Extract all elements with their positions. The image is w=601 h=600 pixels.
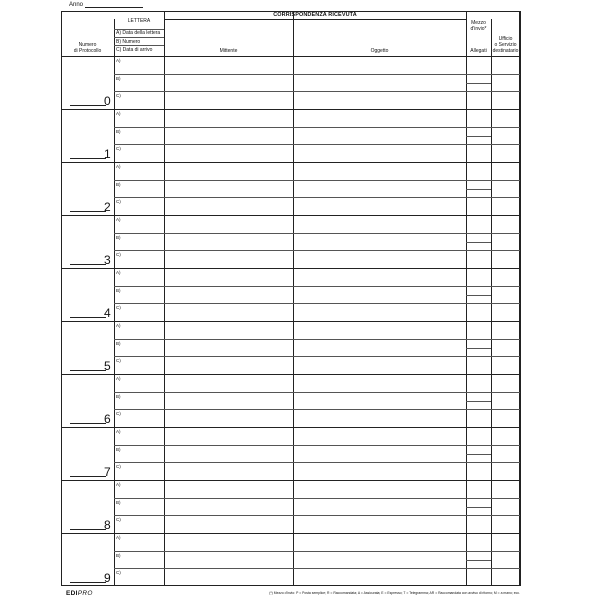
entry-sub-divider (114, 551, 520, 552)
right-edge-line (520, 11, 521, 586)
entry-sub-label: A) (116, 482, 121, 487)
entry-sub-divider (114, 409, 520, 410)
logo-main: EDI (66, 590, 78, 597)
entry-sub-label: A) (116, 376, 121, 381)
entry-sub-divider (114, 197, 520, 198)
protocol-number: 2 (104, 200, 111, 214)
footnote-legend: (*) Mezzo d'invio: P = Posta semplice; R = Raccomandata; A = Assicurata; E = Espresso; T = Telegramma; AR = Raccomandata con avviso di ritorno; M = a mano; ecc. (269, 591, 520, 595)
anno-field (69, 2, 143, 8)
entry-sub-label: C) (116, 411, 121, 417)
allegati-sub-divider (466, 454, 491, 455)
header-numero-line1: Numero (78, 42, 97, 48)
entry-sub-label: A) (116, 429, 121, 434)
entry-sub-divider (114, 356, 520, 357)
register-table-frame (61, 11, 520, 586)
protocol-number: 6 (104, 412, 111, 426)
protocol-number: 8 (104, 518, 111, 532)
entry-separator (61, 162, 520, 163)
protocol-number-line (70, 370, 106, 371)
entry-sub-label: A) (116, 535, 121, 540)
header-bottom-line (61, 56, 520, 57)
entry-sub-divider (114, 498, 520, 499)
protocol-number: 5 (104, 359, 111, 373)
entry-sub-label: C) (116, 146, 121, 152)
entry-sub-label: B) (116, 75, 121, 81)
entry-sub-label: B) (116, 446, 121, 452)
entry-sub-divider (114, 250, 520, 251)
logo-sub: PRO (77, 590, 93, 597)
column-divider (466, 11, 467, 586)
protocol-number-line (70, 423, 106, 424)
entry-sub-label: B) (116, 552, 121, 558)
entry-separator (61, 268, 520, 269)
entry-sub-label: B) (116, 234, 121, 240)
entry-sub-label: B) (116, 287, 121, 293)
lettera-header-divider (114, 45, 164, 46)
protocol-number: 1 (104, 147, 111, 161)
protocol-number: 3 (104, 253, 111, 267)
entry-sub-divider (114, 127, 520, 128)
entry-sub-divider (114, 568, 520, 569)
entry-sub-divider (114, 445, 520, 446)
entry-separator (61, 533, 520, 534)
header-mezzo (466, 20, 491, 32)
entry-sub-label: A) (116, 58, 121, 63)
anno-label: Anno (69, 2, 84, 8)
allegati-sub-divider (466, 136, 491, 137)
entry-separator (61, 374, 520, 375)
entry-sub-label: C) (116, 358, 121, 364)
header-oggetto: Oggetto (370, 48, 389, 54)
protocol-number-line (70, 211, 106, 212)
protocol-number-line (70, 529, 106, 530)
entry-sub-label: B) (116, 393, 121, 399)
header-lettera-b: B) Numero (116, 39, 141, 45)
entry-separator (61, 321, 520, 322)
entry-sub-divider (114, 286, 520, 287)
edipro-logo (66, 590, 93, 597)
allegati-sub-divider (466, 560, 491, 561)
header-lettera-c: C) Data di arrivo (116, 47, 153, 53)
entry-sub-divider (114, 339, 520, 340)
entry-sub-label: B) (116, 499, 121, 505)
allegati-sub-divider (466, 189, 491, 190)
entry-sub-divider (114, 392, 520, 393)
entry-sub-label: C) (116, 252, 121, 258)
protocol-number-line (70, 317, 106, 318)
protocol-number-line (70, 264, 106, 265)
allegati-sub-divider (466, 507, 491, 508)
protocol-number-line (70, 476, 106, 477)
header-ufficio-line2: o Servizio (494, 42, 517, 48)
header-lettera: LETTERA (127, 18, 151, 24)
protocol-number-line (70, 158, 106, 159)
entry-sub-label: A) (116, 323, 121, 328)
entry-sub-divider (114, 91, 520, 92)
header-lettera-a: A) Data della lettera (116, 30, 161, 36)
table-title: CORRISPONDENZA RICEVUTA (164, 11, 466, 20)
protocol-number-line (70, 105, 106, 106)
protocol-number: 9 (104, 571, 111, 585)
column-divider (164, 11, 165, 586)
anno-blank-line[interactable] (85, 2, 143, 8)
allegati-sub-divider (466, 83, 491, 84)
entry-sub-label: C) (116, 570, 121, 576)
header-mittente: Mittente (219, 48, 238, 54)
allegati-sub-divider (466, 401, 491, 402)
lettera-header-divider (114, 29, 164, 30)
protocol-number: 4 (104, 306, 111, 320)
entry-sub-divider (114, 144, 520, 145)
entry-sub-divider (114, 233, 520, 234)
entry-sub-divider (114, 515, 520, 516)
entry-separator (61, 215, 520, 216)
header-ufficio-line1: Ufficio (498, 36, 513, 42)
entry-sub-label: B) (116, 340, 121, 346)
header-numero-line2: di Protocollo (73, 48, 102, 54)
entry-sub-label: A) (116, 270, 121, 275)
entry-separator (61, 109, 520, 110)
header-allegati: Allegati (470, 48, 487, 54)
header-ufficio-line3: destinatario (492, 48, 519, 54)
protocol-number-line (70, 582, 106, 583)
entry-sub-divider (114, 303, 520, 304)
entry-sub-divider (114, 462, 520, 463)
entry-separator (61, 427, 520, 428)
protocol-number: 7 (104, 465, 111, 479)
entry-sub-label: A) (116, 111, 121, 116)
allegati-sub-divider (466, 348, 491, 349)
allegati-sub-divider (466, 295, 491, 296)
entry-sub-label: A) (116, 217, 121, 222)
entry-sub-label: C) (116, 199, 121, 205)
column-divider (293, 11, 294, 586)
header-numero (61, 42, 114, 54)
entry-sub-label: C) (116, 517, 121, 523)
protocol-number: 0 (104, 94, 111, 108)
entry-sub-label: C) (116, 305, 121, 311)
entry-sub-label: A) (116, 164, 121, 169)
entry-sub-label: C) (116, 464, 121, 470)
entry-sub-label: B) (116, 181, 121, 187)
entry-sub-label: B) (116, 128, 121, 134)
lettera-header-divider (114, 37, 164, 38)
header-ufficio (491, 36, 520, 54)
header-mezzo-line1: Mezzo (471, 20, 486, 26)
entry-sub-divider (114, 180, 520, 181)
entry-sub-divider (114, 74, 520, 75)
entry-separator (61, 480, 520, 481)
allegati-sub-divider (466, 242, 491, 243)
entry-sub-label: C) (116, 93, 121, 99)
header-mezzo-line2: d'invio* (470, 26, 487, 32)
